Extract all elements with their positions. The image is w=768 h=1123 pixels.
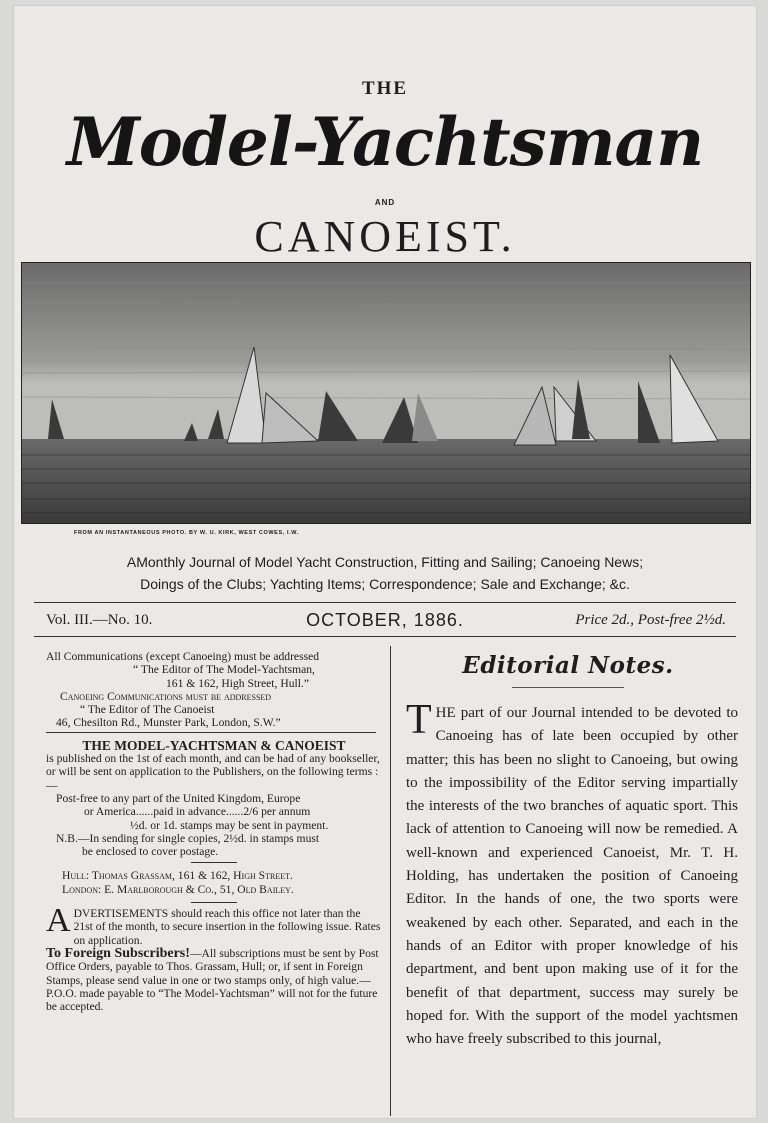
terms-line-3: ½d. or 1d. stamps may be sent in payment. — [130, 818, 329, 832]
divider-bottom — [34, 636, 736, 637]
yacht-race-engraving — [21, 262, 751, 524]
editorial-body — [406, 697, 738, 1051]
terms-line-5: be enclosed to cover postage. — [82, 845, 219, 859]
volume-number: Vol. III.—No. 10. — [46, 612, 153, 628]
foreign-subscribers-text: —All subscriptions must be sent by Post Office Orders, payable to Thos. Grassam, Hull; or, if sent in Foreign Stamps, please send value in one or two stamps only, of high value.—P.O.O. made payable to “The Model-Yachtsman” will not for the future be accepted. — [46, 946, 379, 1014]
publish-terms: is published on the 1st of each month, and can be had of any bookseller, or will be sent on application to the Publishers, on the following terms :— — [46, 752, 380, 792]
tagline-line-2: Doings of the Clubs; Yachting Items; Correspondence; Sale and Exchange; &c. — [140, 576, 630, 592]
rule — [191, 902, 237, 903]
editorial-rule — [512, 687, 624, 688]
comm-line-6: 46, Chesilton Rd., Munster Park, London, S.W.” — [56, 716, 281, 730]
title-and: AND — [374, 198, 396, 207]
terms-line-4: N.B.—In sending for single copies, 2½d. in stamps must — [56, 831, 320, 845]
terms-line-2: or America......paid in advance......2/6 per annum — [84, 805, 311, 819]
london-address: London: E. Marlborough & Co., 51, Old Bailey. — [62, 882, 294, 896]
illustration-credit: FROM AN INSTANTANEOUS PHOTO. BY W. U. KIRK, WEST COWES, I.W. — [74, 530, 299, 536]
terms-line-1: Post-free to any part of the United Kingdom, Europe — [56, 791, 301, 805]
advertisements-notice: DVERTISEMENTS should reach this office not later than the 21st of the month, to secure insertion in the following issue. Rates on application. — [73, 907, 381, 947]
drop-cap: A — [46, 902, 71, 940]
comm-line-4: Canoeing Communications must be addressed — [60, 689, 272, 703]
comm-line-3: 161 & 162, High Street, Hull.” — [166, 676, 309, 690]
editorial-text: HE part of our Journal intended to be devoted to Canoeing has of late been occupied by other matter; this has been no slight to Canoeing, but owing to the impossibility of the Editor serving impartially the interests of the two branches of aquatic sport. This lack of attention to Canoeing will now be remedied. A well-known and experienced Canoeist, Mr. T. H. Holding, has undertaken the position of Canoeing Editor. In the hands of one, the two sports were weakened by each other. Separated, and each in the hands of an Editor with proper knowledge of his department, and bent upon making use of it for the benefit of that department, success may surely be hoped for. With the support of the model yachtsmen who have freely subscribed to this journal, — [406, 705, 738, 1048]
rule — [46, 732, 376, 733]
divider-top — [34, 602, 736, 603]
comm-line-2: “ The Editor of The Model-Yachtsman, — [133, 663, 315, 677]
magazine-page — [14, 6, 756, 1118]
comm-line-5: “ The Editor of The Canoeist — [80, 703, 215, 717]
hull-address: Hull: Thomas Grassam, 161 & 162, High Street. — [62, 869, 293, 883]
tagline — [14, 551, 756, 595]
editorial-title: Editorial Notes. — [462, 652, 674, 679]
masthead-title: Model-Yachtsman — [66, 103, 704, 181]
comm-line-1: All Communications (except Canoeing) must be addressed — [46, 650, 320, 663]
column-divider — [390, 646, 391, 1116]
publisher-heading: THE MODEL-YACHTSMAN & CANOEIST — [82, 737, 346, 753]
title-the: THE — [361, 78, 409, 99]
right-column — [398, 646, 738, 1051]
issue-price: Price 2d., Post-free 2½d. — [575, 612, 726, 628]
masthead-subtitle: CANOEIST. — [254, 212, 516, 261]
foreign-subscribers-heading: To Foreign Subscribers! — [46, 945, 190, 961]
rule — [191, 862, 237, 863]
issue-line — [38, 610, 732, 634]
tagline-line-1: AMonthly Journal of Model Yacht Construction, Fitting and Sailing; Canoeing News; — [126, 554, 644, 570]
left-column — [46, 650, 382, 1013]
issue-date: OCTOBER, 1886. — [306, 610, 464, 630]
editorial-drop-cap: T — [406, 697, 432, 743]
